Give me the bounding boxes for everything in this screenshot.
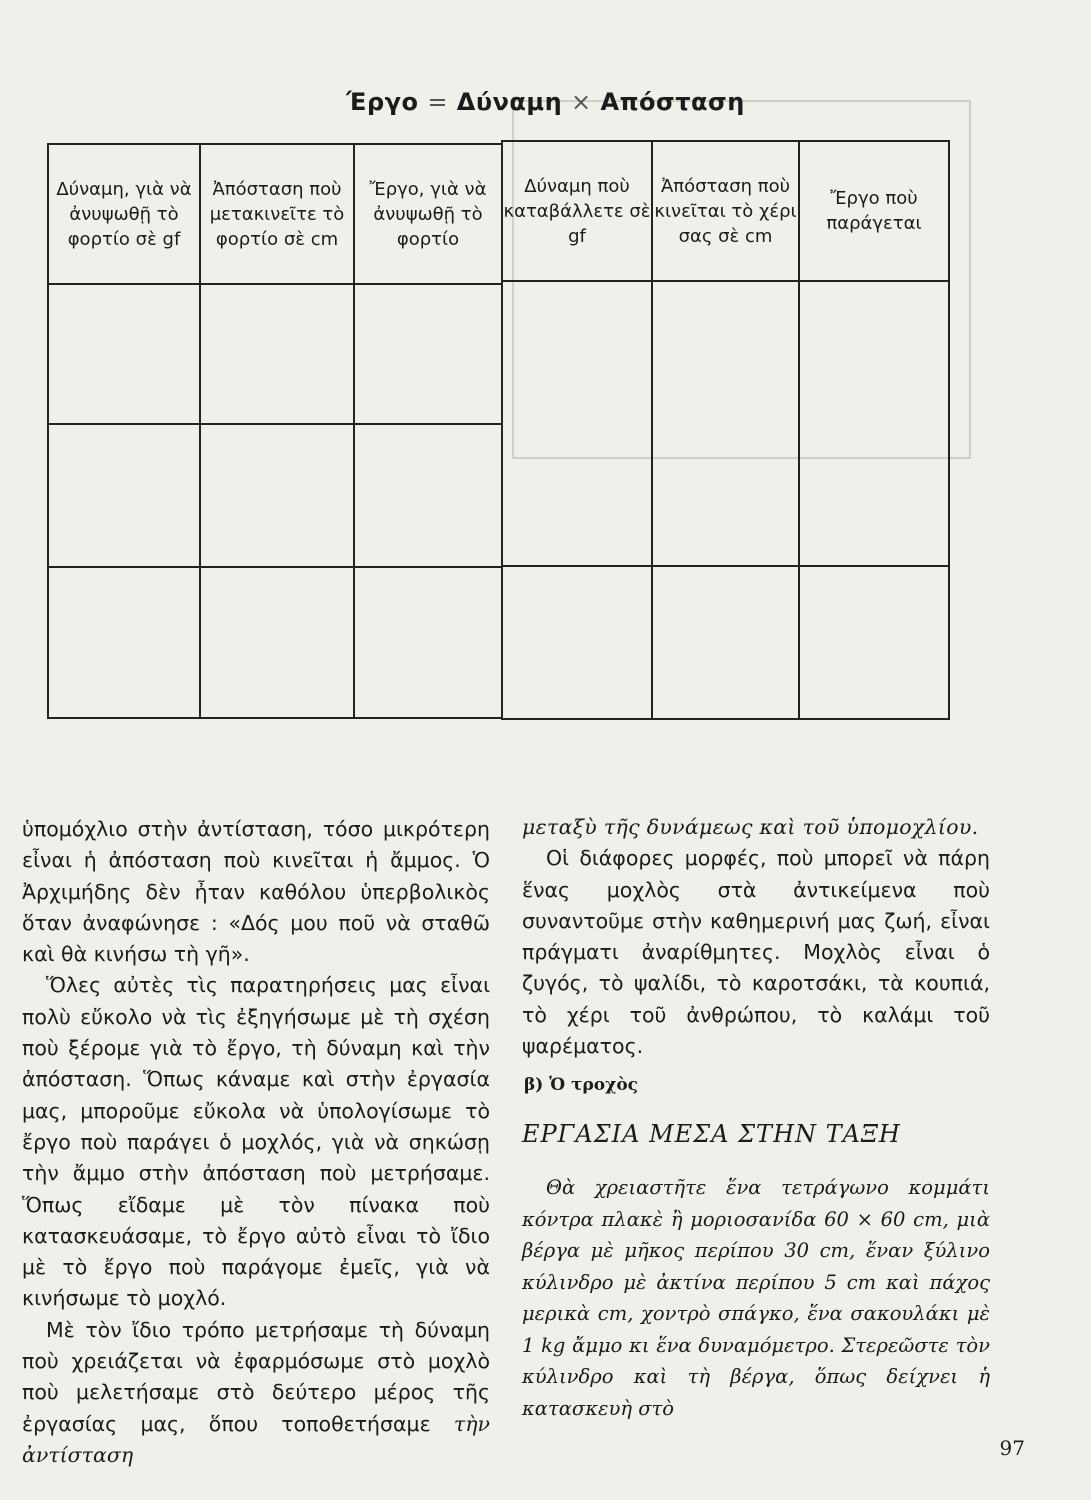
table-cell[interactable] — [799, 566, 949, 719]
header-work-load: Ἔργο, γιὰ νὰ ἀνυψωθῇ τὸ φορτίο — [354, 144, 502, 284]
materials-paragraph — [522, 1172, 990, 1424]
formula-heading — [0, 88, 1091, 116]
table-cell[interactable] — [652, 566, 799, 719]
header-distance-load: Ἀπόσταση ποὺ μετακινεῖτε τὸ φορτίο σὲ cm — [200, 144, 354, 284]
table-cell[interactable] — [652, 281, 799, 566]
formula-distance: Απόσταση — [600, 88, 745, 116]
section-title: ΕΡΓΑΣΙΑ ΜΕΣΑ ΣΤΗΝ ΤΑΞΗ — [522, 1120, 901, 1148]
paragraph — [22, 1315, 490, 1471]
table-cell[interactable] — [502, 281, 652, 566]
header-work-hand: Ἔργο ποὺ παράγεται — [799, 141, 949, 281]
italic-phrase: τὴν ἀντίσταση — [22, 1411, 490, 1467]
header-distance-hand: Ἀπόσταση ποὺ κινεῖται τὸ χέρι σας σὲ cm — [652, 141, 799, 281]
table-cell[interactable] — [200, 284, 354, 424]
table-cell[interactable] — [200, 567, 354, 718]
left-text-column — [22, 814, 490, 1471]
table-cell[interactable] — [354, 284, 502, 424]
formula-work: Έργο — [346, 88, 419, 116]
table-cell[interactable] — [354, 567, 502, 718]
page-number: 97 — [999, 1436, 1025, 1460]
table-cell[interactable] — [48, 284, 200, 424]
formula-times: × — [571, 88, 592, 116]
formula-equals: = — [427, 88, 448, 116]
paragraph: Ὅλες αὐτὲς τὶς παρατηρήσεις μας εἶναι πολὺ εὔκολο νὰ τὶς ἐξηγήσωμε μὲ τὴ σχέση ποὺ ξέρομε γιὰ τὸ ἔργο, τὴ δύναμη καὶ τὴν ἀπόσταση. Ὅπως κάναμε καὶ στὴν ἐργασία μας, μποροῦμε εὔκολα νὰ ὑπολογίσωμε τὸ ἔργο ποὺ παράγει ὁ μοχλός, γιὰ νὰ σηκώσῃ τὴν ἄμμο στὴν ἀπόσταση ποὺ μετρήσαμε. Ὅπως εἴδαμε μὲ τὸν πίνακα ποὺ κατασκευάσαμε, τὸ ἔργο αὐτὸ εἶναι τὸ ἴδιο μὲ τὸ ἔργο ποὺ παράγομε ἐμεῖς, γιὰ νὰ κινήσωμε τὸ μοχλό. — [22, 973, 490, 1311]
measurement-table-hand — [501, 140, 950, 720]
formula-force: Δύναμη — [456, 88, 563, 116]
right-text-column — [522, 812, 990, 1062]
measurement-table-load — [47, 143, 503, 719]
table-cell[interactable] — [200, 424, 354, 567]
italic-line: μεταξὺ τῆς δυνάμεως καὶ τοῦ ὑπομοχλίου. — [522, 815, 979, 839]
table-cell[interactable] — [354, 424, 502, 567]
table-cell[interactable] — [48, 567, 200, 718]
table-cell[interactable] — [799, 281, 949, 566]
paragraph-text: Μὲ τὸν ἴδιο τρόπο μετρήσαμε τὴ δύναμη ποὺ χρειάζεται νὰ ἐφαρμόσωμε στὸ μοχλὸ ποὺ μελετήσαμε στὸ δεύτερο μέρος τῆς ἐργασίας μας, ὅπου τοποθετήσαμε — [22, 1317, 490, 1436]
paragraph: ὑπομόχλιο στὴν ἀντίσταση, τόσο μικρότερη εἶναι ἡ ἀπόσταση ποὺ κινεῖται ἡ ἄμμος. Ὁ Ἀρχιμήδης δὲν ἦταν καθόλου ὑπερβολικὸς ὅταν ἀναφώνησε : «Δός μου ποῦ νὰ σταθῶ καὶ θὰ κινήσω τὴ γῆ». — [22, 817, 490, 967]
paragraph: Θὰ χρειαστῆτε ἕνα τετράγωνο κομμάτι κόντρα πλακὲ ἢ μοριοσανίδα 60 × 60 cm, μιὰ βέργα μὲ μῆκος περίπου 30 cm, ἕναν ξύλινο κύλινδρο μὲ ἀκτίνα περίπου 5 cm καὶ πάχος μερικὰ cm, χοντρὸ σπάγκο, ἕνα σακουλάκι μὲ 1 kg ἄμμο κι ἕνα δυναμόμετρο. Στερεῶστε τὸν κύλινδρο καὶ τὴ βέργα, ὅπως δείχνει ἡ κατασκευὴ στὸ — [522, 1176, 990, 1420]
header-force-load: Δύναμη, γιὰ νὰ ἀνυψωθῇ τὸ φορτίο σὲ gf — [48, 144, 200, 284]
paragraph: Οἱ διάφορες μορφές, ποὺ μπορεῖ νὰ πάρη ἕνας μοχλὸς στὰ ἀντικείμενα ποὺ συναντοῦμε στὴν καθημερινή μας ζωή, εἶναι πράγματι ἀναρίθμητες. Μοχλὸς εἶναι ὁ ζυγός, τὸ ψαλίδι, τὸ καροτσάκι, τὰ κουπιά, τὸ χέρι τοῦ ἀνθρώπου, τὸ καλάμι τοῦ ψαρέματος. — [522, 846, 990, 1059]
header-force-hand: Δύναμη ποὺ καταβάλλετε σὲ gf — [502, 141, 652, 281]
table-cell[interactable] — [48, 424, 200, 567]
subheading-wheel: β) Ὁ τροχὸς — [524, 1075, 639, 1095]
table-cell[interactable] — [502, 566, 652, 719]
